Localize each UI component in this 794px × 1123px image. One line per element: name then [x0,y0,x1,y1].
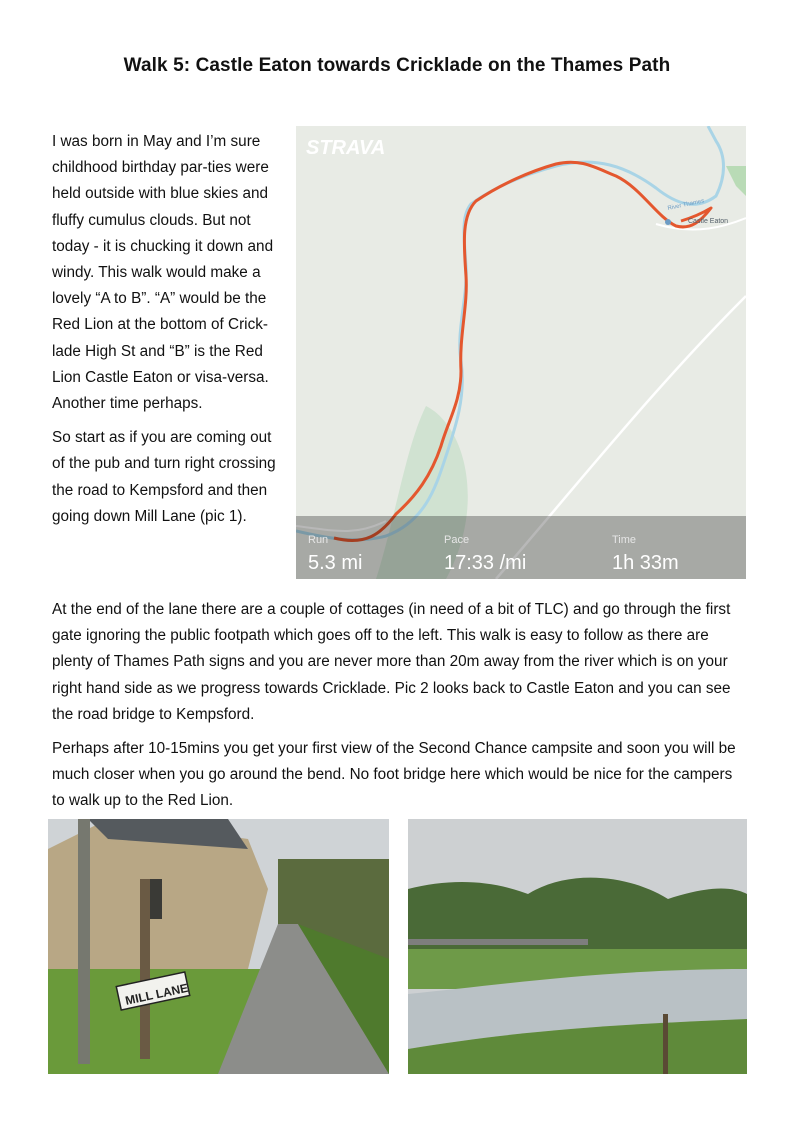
stat-label: Time [612,534,637,546]
body-paragraph-1: At the end of the lane there are a couple of cottages (in need of a bit of TLC) and go through the first gate ignoring the public footpath which goes off to the left. This walk is easy to follow as there are plenty of Thames Path signs and you are never more than 20m away from the river which is on your right hand side as we progress towards Cricklade. Pic 2 looks back to Castle Eaton and you can see the road bridge to Kempsford. [52,601,731,723]
strava-logo: STRAVA [306,137,386,159]
body-text [52,597,742,823]
stat-value: 1h 33m [612,552,679,574]
intro-text [52,129,288,538]
intro-paragraph-1: I was born in May and I’m sure childhood birthday par-ties were held outside with blue skies and fluffy cumulus clouds. But not today - it is chucking it down and windy. This walk would make a lovely “A to B”. “A” would be the Red Lion at the bottom of Crick-lade High St and “B” is the Red Lion Castle Eaton or visa-versa. Another time perhaps. [52,133,274,413]
stat-value: 17:33 /mi [444,552,527,574]
strava-map-image [296,126,746,579]
body-paragraph-2: Perhaps after 10-15mins you get your first view of the Second Chance campsite and soon you will be much closer when you go around the bend. No foot bridge here which would be nice for the campers to walk up to the Red Lion. [52,740,736,810]
intro-paragraph-2: So start as if you are coming out of the pub and turn right crossing the road to Kempsford and then going down Mill Lane (pic 1). [52,429,276,525]
page-title: Walk 5: Castle Eaton towards Cricklade on the Thames Path [123,55,671,76]
stat-label: Pace [444,534,470,546]
map-river-label: River Thames [667,198,705,212]
stat-value: 5.3 mi [308,552,363,574]
map-place-label: Castle Eaton [688,218,729,225]
photo-mill-lane [48,819,389,1074]
stat-label: Run [308,534,329,546]
mill-lane-sign: MILL LANE [124,980,190,1008]
photo-river-castle-eaton [408,819,747,1074]
